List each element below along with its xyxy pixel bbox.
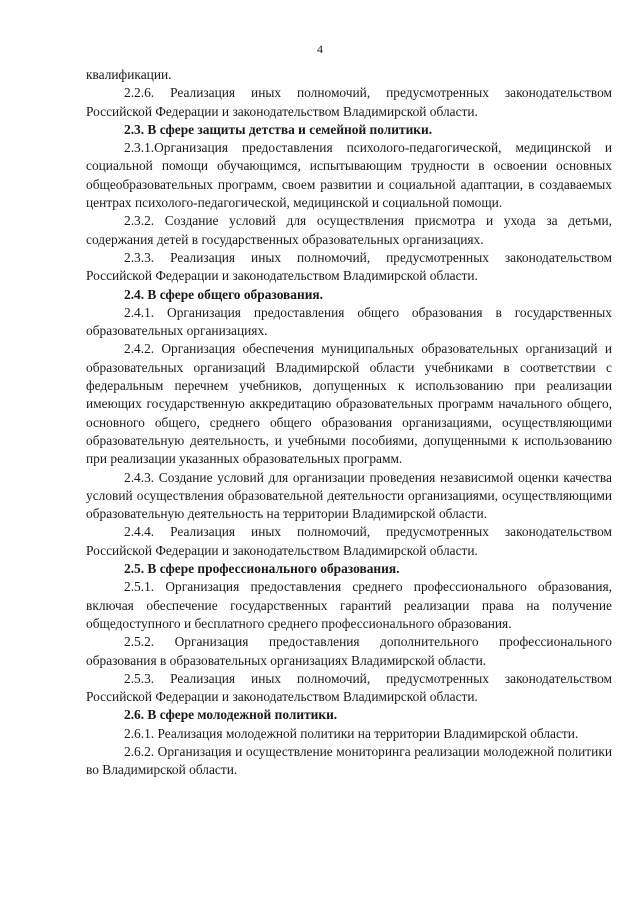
section-heading-2-5: 2.5. В сфере профессионального образования. xyxy=(124,561,400,577)
paragraph-2-2-6: 2.2.6. Реализация иных полномочий, предусмотренных законодательством Российской Федерации и законодательством Владимирской области. xyxy=(86,85,612,119)
section-heading-2-6: 2.6. В сфере молодежной политики. xyxy=(124,707,338,723)
paragraph-2-5-2: 2.5.2. Организация предоставления дополнительного профессионального образования в образовательных организациях Владимирской области. xyxy=(86,634,612,668)
paragraph-2-6-2: 2.6.2. Организация и осуществление мониторинга реализации молодежной политики во Владимирской области. xyxy=(86,743,612,778)
paragraph-2-5-3: 2.5.3. Реализация иных полномочий, предусмотренных законодательством Российской Федерации и законодательством Владимирской области. xyxy=(86,670,612,705)
section-heading-2-4: 2.4. В сфере общего образования. xyxy=(124,286,324,302)
page-number: 4 xyxy=(317,42,323,56)
paragraph-2-3-3: 2.3.3. Реализация иных полномочий, предусмотренных законодательством Российской Федерации и законодательством Владимирской области. xyxy=(86,249,612,284)
document-body xyxy=(86,66,612,780)
paragraph-2-5-1: 2.5.1. Организация предоставления среднего профессионального образования, включая обеспечение государственных гарантий реализации права на получение общедоступного и бесплатного среднего профессионального образования. xyxy=(86,579,612,631)
section-heading-2-3: 2.3. В сфере защиты детства и семейной политики. xyxy=(124,121,433,137)
paragraph-2-4-2: 2.4.2. Организация обеспечения муниципальных образовательных организаций и образовательных организаций Владимирской области учебниками в соответствии с федеральным перечнем учебников, допущенных к использованию при реализации имеющих государственную аккредитацию образовательных программ начального общего, основного общего, среднего общего образования организациями, осуществляющими образовательную деятельность, и учебными пособиями, допущенными к использованию при реализации указанных образовательных программ. xyxy=(86,341,612,467)
paragraph-2-4-4: 2.4.4. Реализация иных полномочий, предусмотренных законодательством Российской Федерации и законодательством Владимирской области. xyxy=(86,524,612,558)
paragraph-continuation: квалификации. xyxy=(86,67,172,82)
paragraph-2-6-1: 2.6.1. Реализация молодежной политики на территории Владимирской области. xyxy=(124,725,579,741)
paragraph-2-3-2: 2.3.2. Создание условий для осуществления присмотра и ухода за детьми, содержания детей в государственных образовательных организациях. xyxy=(86,213,612,247)
paragraph-2-4-1: 2.4.1. Организация предоставления общего образования в государственных образовательных организациях. xyxy=(86,304,612,339)
paragraph-2-4-3: 2.4.3. Создание условий для организации проведения независимой оценки качества условий осуществления образовательной деятельности организациями, осуществляющими образовательную деятельность на территории Владимирской области. xyxy=(86,469,612,522)
paragraph-2-3-1: 2.3.1.Организация предоставления психолого-педагогической, медицинской и социальной помощи обучающимся, испытывающим трудности в освоении основных общеобразовательных программ, своем развитии и социальной адаптации, в создаваемых центрах психолого-педагогической, медицинской и социальной помощи. xyxy=(86,140,612,211)
